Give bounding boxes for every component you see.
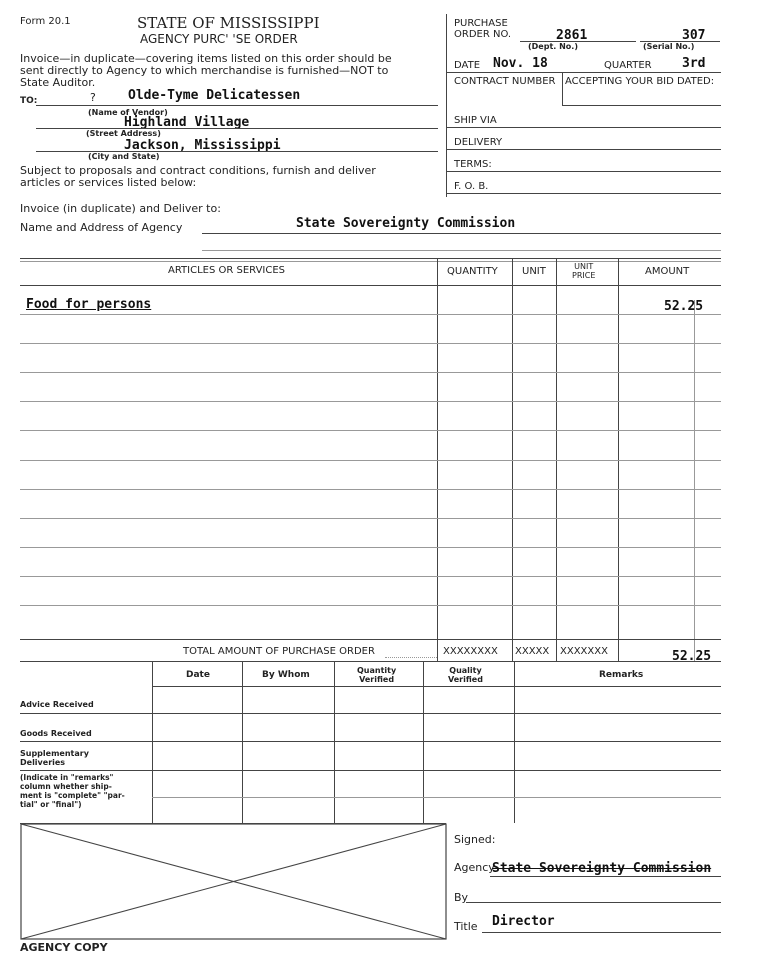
street-label: (Street Address) (86, 129, 161, 138)
contract-number-label: CONTRACT NUMBER (454, 76, 556, 87)
total-unit: XXXXX (515, 646, 550, 657)
vendor-name-label: (Name of Vendor) (88, 108, 168, 117)
item-row-line (20, 605, 721, 606)
serial-no: 307 (682, 28, 706, 43)
delivery-note-line: ment is "complete" "par- (20, 791, 125, 800)
item-row-line (20, 576, 721, 577)
unit-price-header-line2: PRICE (572, 271, 596, 280)
subject-line: Subject to proposals and contract conditions, furnish and deliver (20, 164, 376, 177)
subject-line: articles or services listed below: (20, 176, 197, 189)
unit-header: UNIT (522, 266, 546, 277)
invoice-instructions (20, 53, 392, 89)
advice-received-label: Advice Received (20, 700, 94, 709)
quality-verified-line2: Verified (448, 675, 483, 684)
supplementary-line1: Supplementary (20, 749, 89, 758)
item-row-line (20, 489, 721, 490)
subject-text (20, 165, 376, 189)
delivery-note-line: tial" or "final") (20, 800, 82, 809)
po-label-line1: PURCHASE (454, 18, 508, 29)
articles-header: ARTICLES OR SERVICES (168, 265, 286, 276)
form-subtitle: AGENCY PURC' 'SE ORDER (140, 32, 298, 46)
bid-dated-label: ACCEPTING YOUR BID DATED: (565, 76, 715, 87)
unit-price-header (572, 262, 595, 280)
dept-no: 2861 (556, 28, 588, 43)
form-title: STATE OF MISSISSIPPI (137, 14, 320, 32)
total-amount: 52.25 (672, 649, 712, 664)
quantity-verified-line2: Verified (359, 675, 395, 684)
item-article: Food for persons (26, 297, 152, 312)
delivery-note (20, 773, 125, 809)
vendor-name: Olde-Tyme Delicatessen (128, 88, 301, 103)
supplementary-line2: Deliveries (20, 758, 66, 767)
delivery-note-line: column whether ship- (20, 782, 112, 791)
item-row-line (20, 314, 721, 315)
item-amount: 52.25 (664, 299, 704, 314)
instruction-line: sent directly to Agency to which merchandise is furnished—NOT to (20, 64, 389, 77)
agency-address-label: Name and Address of Agency (20, 221, 183, 234)
item-row-line (20, 372, 721, 373)
item-row-line (20, 430, 721, 431)
quantity-verified-header (357, 666, 396, 684)
unit-price-header-line1: UNIT (574, 262, 594, 271)
city-label: (City and State) (88, 152, 160, 161)
item-row-line (20, 401, 721, 402)
delivery-label: DELIVERY (454, 137, 503, 148)
by-whom-column-header: By Whom (262, 670, 310, 680)
delivery-note-line: (Indicate in "remarks" (20, 773, 114, 782)
total-price: XXXXXXX (560, 646, 608, 657)
instruction-line: Invoice—in duplicate—covering items listed on this order should be (20, 52, 392, 65)
signed-label: Signed: (454, 833, 496, 846)
fob-label: F. O. B. (454, 181, 489, 192)
goods-received-label: Goods Received (20, 729, 92, 738)
item-row-line (20, 547, 721, 548)
signature-agency: State Sovereignty Commission (492, 861, 712, 876)
to-label: TO: (20, 96, 38, 106)
deliver-to-label: Invoice (in duplicate) and Deliver to: (20, 202, 221, 215)
quantity-verified-line1: Quantity (357, 666, 397, 675)
crossed-out-box (20, 823, 448, 940)
total-quantity: XXXXXXXX (443, 646, 498, 657)
supplementary-deliveries-label (20, 749, 89, 767)
ship-via-label: SHIP VIA (454, 115, 497, 126)
amount-header: AMOUNT (645, 266, 690, 277)
signature-title: Director (492, 914, 555, 929)
quality-verified-header (448, 666, 483, 684)
quarter-value: 3rd (682, 56, 706, 71)
quarter-label: QUARTER (604, 60, 652, 71)
remarks-column-header: Remarks (599, 670, 644, 680)
form-number: Form 20.1 (20, 16, 71, 27)
quantity-header: QUANTITY (447, 266, 498, 277)
total-label: TOTAL AMOUNT OF PURCHASE ORDER (183, 646, 375, 657)
po-label-line2: ORDER NO. (454, 29, 512, 40)
vendor-street: Highland Village (124, 115, 250, 130)
date-column-header: Date (186, 670, 210, 680)
by-label: By (454, 891, 469, 904)
item-row-line (20, 343, 721, 344)
po-date: Nov. 18 (493, 56, 548, 71)
instruction-line: State Auditor. (20, 76, 96, 89)
agency-copy-label: AGENCY COPY (20, 941, 108, 954)
date-label: DATE (454, 60, 481, 71)
dept-no-label: (Dept. No.) (528, 42, 578, 51)
terms-label: TERMS: (454, 159, 492, 170)
po-label (454, 18, 511, 40)
quality-verified-line1: Quality (449, 666, 482, 675)
deliver-agency: State Sovereignty Commission (296, 216, 516, 231)
vendor-city: Jackson, Mississippi (124, 138, 281, 153)
serial-no-label: (Serial No.) (643, 42, 695, 51)
agency-sign-label: Agency (454, 861, 495, 874)
title-label: Title (454, 920, 478, 933)
item-row-line (20, 518, 721, 519)
vendor-mark: ? (90, 91, 96, 104)
item-row-line (20, 460, 721, 461)
